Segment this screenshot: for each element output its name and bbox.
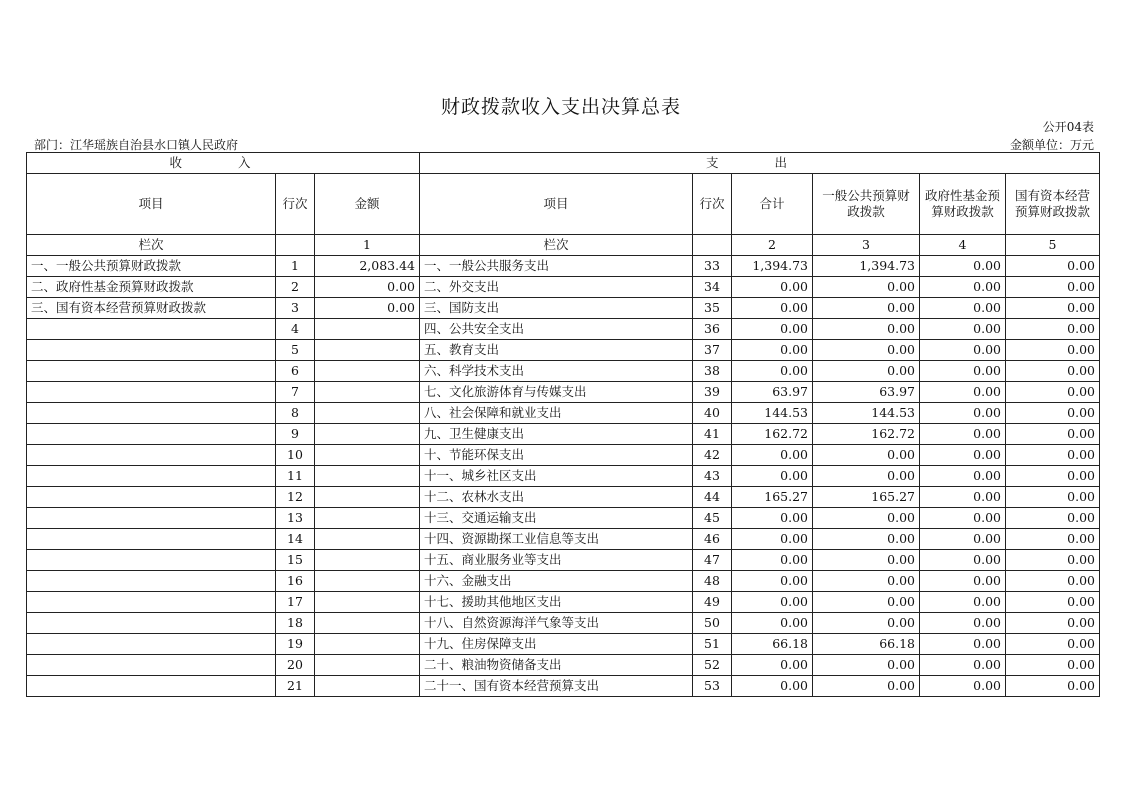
- income-row-no-cell: 12: [276, 487, 315, 508]
- income-item-cell: [27, 550, 276, 571]
- income-row-no-cell: 6: [276, 361, 315, 382]
- col-number-3: 3: [813, 235, 920, 256]
- total-cell: 0.00: [732, 277, 813, 298]
- income-row-no-cell: 5: [276, 340, 315, 361]
- income-item-cell: [27, 571, 276, 592]
- expense-item-cell: 三、国防支出: [420, 298, 693, 319]
- expense-row-no-cell: 35: [693, 298, 732, 319]
- total-cell: 0.00: [732, 655, 813, 676]
- total-cell: 0.00: [732, 340, 813, 361]
- fund-budget-cell: 0.00: [920, 487, 1006, 508]
- income-amount-cell: [315, 361, 420, 382]
- total-cell: 0.00: [732, 529, 813, 550]
- empty-cell: [276, 235, 315, 256]
- income-item-cell: [27, 634, 276, 655]
- income-item-cell: [27, 487, 276, 508]
- table-row: [27, 487, 1100, 508]
- income-row-no-cell: 16: [276, 571, 315, 592]
- income-item-cell: [27, 361, 276, 382]
- expense-item-cell: 八、社会保障和就业支出: [420, 403, 693, 424]
- state-capital-cell: 0.00: [1006, 403, 1100, 424]
- expense-row-no-cell: 41: [693, 424, 732, 445]
- expense-row-no-cell: 45: [693, 508, 732, 529]
- total-cell: 0.00: [732, 571, 813, 592]
- state-capital-cell: 0.00: [1006, 466, 1100, 487]
- income-amount-cell: 0.00: [315, 298, 420, 319]
- table-row: [27, 466, 1100, 487]
- income-row-no-cell: 1: [276, 256, 315, 277]
- income-amount-cell: [315, 550, 420, 571]
- expense-item-cell: 四、公共安全支出: [420, 319, 693, 340]
- income-item-header: 项目: [27, 174, 276, 235]
- total-cell: 0.00: [732, 592, 813, 613]
- state-capital-cell: 0.00: [1006, 298, 1100, 319]
- expense-item-cell: 十一、城乡社区支出: [420, 466, 693, 487]
- expense-row-no-cell: 47: [693, 550, 732, 571]
- expense-row-no-cell: 49: [693, 592, 732, 613]
- expense-item-cell: 十六、金融支出: [420, 571, 693, 592]
- general-budget-cell: 0.00: [813, 550, 920, 571]
- total-cell: 165.27: [732, 487, 813, 508]
- general-budget-cell: 0.00: [813, 655, 920, 676]
- fiscal-appropriation-table: [26, 152, 1100, 697]
- income-row-no-cell: 13: [276, 508, 315, 529]
- expense-row-no-cell: 36: [693, 319, 732, 340]
- total-cell: 0.00: [732, 361, 813, 382]
- income-item-cell: [27, 382, 276, 403]
- expense-row-no-cell: 43: [693, 466, 732, 487]
- fund-budget-cell: 0.00: [920, 340, 1006, 361]
- fund-budget-cell: 0.00: [920, 319, 1006, 340]
- state-capital-cell: 0.00: [1006, 424, 1100, 445]
- income-row-no-cell: 20: [276, 655, 315, 676]
- expense-item-cell: 十四、资源勘探工业信息等支出: [420, 529, 693, 550]
- general-budget-cell: 63.97: [813, 382, 920, 403]
- total-cell: 0.00: [732, 550, 813, 571]
- fund-budget-cell: 0.00: [920, 655, 1006, 676]
- income-item-cell: [27, 319, 276, 340]
- total-cell: 0.00: [732, 466, 813, 487]
- fund-budget-cell: 0.00: [920, 613, 1006, 634]
- state-capital-cell: 0.00: [1006, 361, 1100, 382]
- income-row-no-cell: 10: [276, 445, 315, 466]
- general-budget-cell: 0.00: [813, 676, 920, 697]
- general-budget-cell: 66.18: [813, 634, 920, 655]
- state-capital-cell: 0.00: [1006, 634, 1100, 655]
- table-row: [27, 529, 1100, 550]
- table-row: [27, 424, 1100, 445]
- fund-budget-header: 政府性基金预算财政拨款: [920, 174, 1006, 235]
- income-amount-cell: [315, 676, 420, 697]
- state-capital-cell: 0.00: [1006, 529, 1100, 550]
- table-row: [27, 634, 1100, 655]
- fund-budget-cell: 0.00: [920, 676, 1006, 697]
- fund-budget-cell: 0.00: [920, 508, 1006, 529]
- expense-row-no-cell: 50: [693, 613, 732, 634]
- expense-item-cell: 二、外交支出: [420, 277, 693, 298]
- fund-budget-cell: 0.00: [920, 382, 1006, 403]
- income-amount-cell: [315, 508, 420, 529]
- total-cell: 0.00: [732, 319, 813, 340]
- total-cell: 63.97: [732, 382, 813, 403]
- fund-budget-cell: 0.00: [920, 424, 1006, 445]
- table-row: [27, 445, 1100, 466]
- col-number-4: 4: [920, 235, 1006, 256]
- income-item-cell: [27, 529, 276, 550]
- expense-item-cell: 六、科学技术支出: [420, 361, 693, 382]
- col-number-1: 1: [315, 235, 420, 256]
- expense-item-cell: 十二、农林水支出: [420, 487, 693, 508]
- expense-item-cell: 五、教育支出: [420, 340, 693, 361]
- income-amount-cell: [315, 529, 420, 550]
- income-item-cell: [27, 508, 276, 529]
- general-budget-cell: 0.00: [813, 508, 920, 529]
- income-amount-cell: [315, 571, 420, 592]
- expense-row-no-cell: 38: [693, 361, 732, 382]
- income-amount-cell: [315, 403, 420, 424]
- general-budget-cell: 0.00: [813, 445, 920, 466]
- col-number-5: 5: [1006, 235, 1100, 256]
- expense-item-cell: 十、节能环保支出: [420, 445, 693, 466]
- expense-row-no-cell: 39: [693, 382, 732, 403]
- expense-item-cell: 十五、商业服务业等支出: [420, 550, 693, 571]
- amount-unit-label: 金额单位：万元: [1009, 138, 1094, 152]
- table-row: [27, 655, 1100, 676]
- state-capital-cell: 0.00: [1006, 571, 1100, 592]
- general-budget-cell: 0.00: [813, 361, 920, 382]
- table-row: [27, 676, 1100, 697]
- expense-row-no-cell: 33: [693, 256, 732, 277]
- income-item-cell: [27, 424, 276, 445]
- general-budget-header: 一般公共预算财政拨款: [813, 174, 920, 235]
- expense-item-cell: 七、文化旅游体育与传媒支出: [420, 382, 693, 403]
- income-row-no-cell: 4: [276, 319, 315, 340]
- general-budget-cell: 144.53: [813, 403, 920, 424]
- income-amount-cell: [315, 445, 420, 466]
- general-budget-cell: 1,394.73: [813, 256, 920, 277]
- table-row: [27, 571, 1100, 592]
- income-amount-cell: 0.00: [315, 277, 420, 298]
- income-item-cell: [27, 466, 276, 487]
- state-capital-cell: 0.00: [1006, 613, 1100, 634]
- state-capital-cell: 0.00: [1006, 319, 1100, 340]
- department-label: 部门：江华瑶族自治县水口镇人民政府: [34, 138, 239, 152]
- fund-budget-cell: 0.00: [920, 361, 1006, 382]
- income-amount-cell: [315, 424, 420, 445]
- general-budget-cell: 0.00: [813, 298, 920, 319]
- table-row: [27, 613, 1100, 634]
- table-row: [27, 592, 1100, 613]
- income-row-no-header: 行次: [276, 174, 315, 235]
- income-row-no-cell: 14: [276, 529, 315, 550]
- income-amount-cell: [315, 613, 420, 634]
- total-cell: 0.00: [732, 508, 813, 529]
- income-amount-cell: [315, 319, 420, 340]
- income-row-no-cell: 18: [276, 613, 315, 634]
- income-amount-cell: [315, 466, 420, 487]
- fund-budget-cell: 0.00: [920, 529, 1006, 550]
- income-row-no-cell: 8: [276, 403, 315, 424]
- table-row: [27, 382, 1100, 403]
- income-item-cell: [27, 592, 276, 613]
- form-number: 公开04表: [1042, 120, 1094, 134]
- income-row-no-cell: 2: [276, 277, 315, 298]
- table-row: [27, 319, 1100, 340]
- state-capital-cell: 0.00: [1006, 655, 1100, 676]
- income-row-no-cell: 3: [276, 298, 315, 319]
- expense-row-no-cell: 53: [693, 676, 732, 697]
- state-capital-cell: 0.00: [1006, 508, 1100, 529]
- state-capital-cell: 0.00: [1006, 676, 1100, 697]
- table-row: [27, 277, 1100, 298]
- income-item-cell: [27, 613, 276, 634]
- table-row: [27, 550, 1100, 571]
- general-budget-cell: 0.00: [813, 529, 920, 550]
- fund-budget-cell: 0.00: [920, 403, 1006, 424]
- expense-row-no-cell: 37: [693, 340, 732, 361]
- state-capital-cell: 0.00: [1006, 550, 1100, 571]
- fund-budget-cell: 0.00: [920, 571, 1006, 592]
- general-budget-cell: 0.00: [813, 319, 920, 340]
- expense-item-cell: 二十一、国有资本经营预算支出: [420, 676, 693, 697]
- report-title: 财政拨款收入支出决算总表: [440, 96, 681, 118]
- state-capital-cell: 0.00: [1006, 445, 1100, 466]
- fund-budget-cell: 0.00: [920, 592, 1006, 613]
- expense-item-cell: 九、卫生健康支出: [420, 424, 693, 445]
- total-cell: 66.18: [732, 634, 813, 655]
- income-item-cell: [27, 676, 276, 697]
- total-cell: 144.53: [732, 403, 813, 424]
- income-column-label: 栏次: [27, 235, 276, 256]
- empty-cell: [693, 235, 732, 256]
- state-capital-cell: 0.00: [1006, 277, 1100, 298]
- income-item-cell: [27, 445, 276, 466]
- expense-row-no-cell: 46: [693, 529, 732, 550]
- state-capital-cell: 0.00: [1006, 340, 1100, 361]
- expense-column-label: 栏次: [420, 235, 693, 256]
- state-capital-cell: 0.00: [1006, 382, 1100, 403]
- table-row: [27, 340, 1100, 361]
- income-row-no-cell: 15: [276, 550, 315, 571]
- expense-row-no-cell: 52: [693, 655, 732, 676]
- expense-item-cell: 十七、援助其他地区支出: [420, 592, 693, 613]
- income-amount-cell: [315, 487, 420, 508]
- income-amount-cell: [315, 634, 420, 655]
- expense-item-cell: 十八、自然资源海洋气象等支出: [420, 613, 693, 634]
- general-budget-cell: 165.27: [813, 487, 920, 508]
- expense-row-no-cell: 34: [693, 277, 732, 298]
- expense-row-no-cell: 48: [693, 571, 732, 592]
- fund-budget-cell: 0.00: [920, 298, 1006, 319]
- general-budget-cell: 0.00: [813, 592, 920, 613]
- fund-budget-cell: 0.00: [920, 445, 1006, 466]
- income-amount-cell: [315, 592, 420, 613]
- income-amount-cell: [315, 382, 420, 403]
- fund-budget-cell: 0.00: [920, 550, 1006, 571]
- income-row-no-cell: 9: [276, 424, 315, 445]
- state-capital-cell: 0.00: [1006, 256, 1100, 277]
- state-capital-cell: 0.00: [1006, 487, 1100, 508]
- total-cell: 1,394.73: [732, 256, 813, 277]
- income-item-cell: 二、政府性基金预算财政拨款: [27, 277, 276, 298]
- income-amount-header: 金额: [315, 174, 420, 235]
- total-cell: 162.72: [732, 424, 813, 445]
- table-row: [27, 403, 1100, 424]
- income-item-cell: [27, 403, 276, 424]
- income-item-cell: [27, 340, 276, 361]
- general-budget-cell: 0.00: [813, 340, 920, 361]
- table-row: [27, 298, 1100, 319]
- expense-row-no-cell: 44: [693, 487, 732, 508]
- general-budget-cell: 0.00: [813, 571, 920, 592]
- expense-item-cell: 二十、粮油物资储备支出: [420, 655, 693, 676]
- table-row: [27, 256, 1100, 277]
- fund-budget-cell: 0.00: [920, 256, 1006, 277]
- income-row-no-cell: 19: [276, 634, 315, 655]
- income-item-cell: [27, 655, 276, 676]
- income-row-no-cell: 17: [276, 592, 315, 613]
- fund-budget-cell: 0.00: [920, 466, 1006, 487]
- income-amount-cell: 2,083.44: [315, 256, 420, 277]
- state-capital-cell: 0.00: [1006, 592, 1100, 613]
- expense-item-cell: 一、一般公共服务支出: [420, 256, 693, 277]
- expense-row-no-header: 行次: [693, 174, 732, 235]
- general-budget-cell: 0.00: [813, 466, 920, 487]
- income-row-no-cell: 7: [276, 382, 315, 403]
- expense-item-cell: 十三、交通运输支出: [420, 508, 693, 529]
- income-amount-cell: [315, 655, 420, 676]
- table-row: [27, 508, 1100, 529]
- state-capital-header: 国有资本经营预算财政拨款: [1006, 174, 1100, 235]
- table-row: [27, 361, 1100, 382]
- income-section-header: 收 入: [27, 153, 420, 174]
- income-row-no-cell: 11: [276, 466, 315, 487]
- general-budget-cell: 0.00: [813, 277, 920, 298]
- total-cell: 0.00: [732, 613, 813, 634]
- expense-row-no-cell: 42: [693, 445, 732, 466]
- total-cell: 0.00: [732, 445, 813, 466]
- income-item-cell: 一、一般公共预算财政拨款: [27, 256, 276, 277]
- expense-item-cell: 十九、住房保障支出: [420, 634, 693, 655]
- expense-item-header: 项目: [420, 174, 693, 235]
- fund-budget-cell: 0.00: [920, 634, 1006, 655]
- income-row-no-cell: 21: [276, 676, 315, 697]
- total-cell: 0.00: [732, 298, 813, 319]
- income-amount-cell: [315, 340, 420, 361]
- fund-budget-cell: 0.00: [920, 277, 1006, 298]
- income-item-cell: 三、国有资本经营预算财政拨款: [27, 298, 276, 319]
- col-number-2: 2: [732, 235, 813, 256]
- total-header: 合计: [732, 174, 813, 235]
- total-cell: 0.00: [732, 676, 813, 697]
- expense-row-no-cell: 40: [693, 403, 732, 424]
- general-budget-cell: 0.00: [813, 613, 920, 634]
- expense-row-no-cell: 51: [693, 634, 732, 655]
- general-budget-cell: 162.72: [813, 424, 920, 445]
- expense-section-header: 支 出: [420, 153, 1100, 174]
